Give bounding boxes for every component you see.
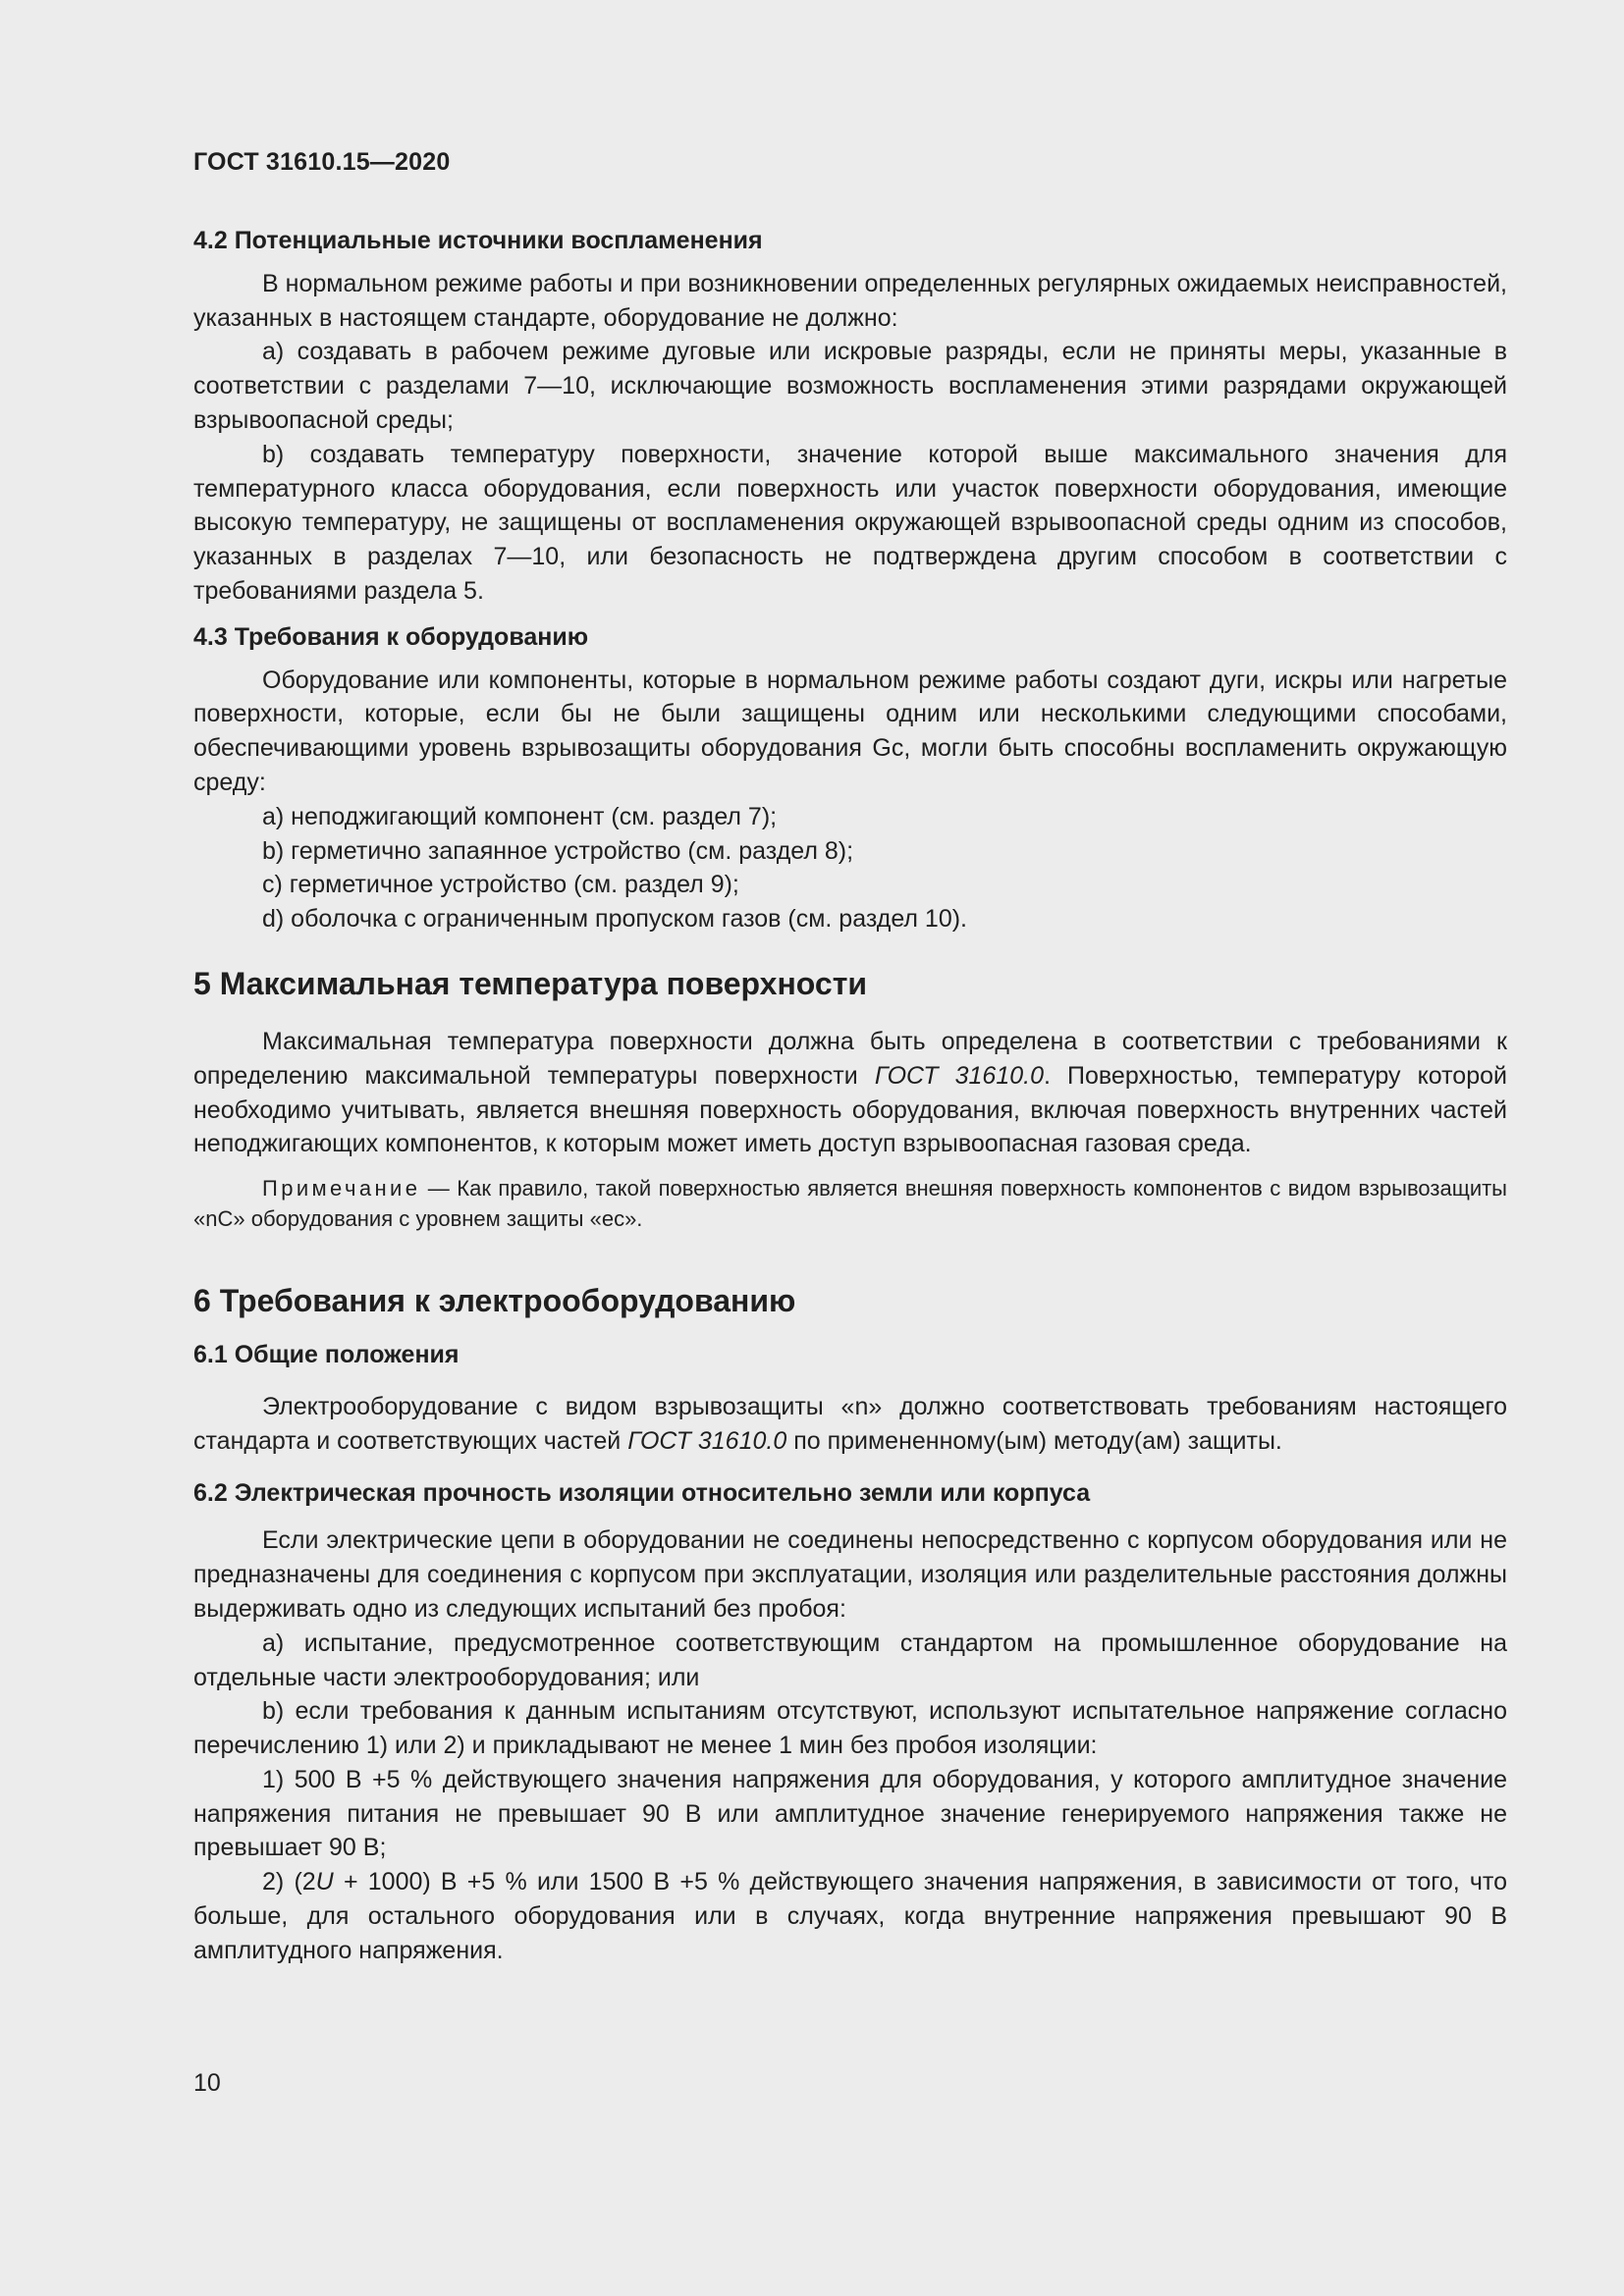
- section-5-note: [193, 1173, 1507, 1234]
- section-6-2-item-1: 1) 500 В +5 % действующего значения напряжения для оборудования, у которого амплитудное значение напряжения питания не превышает 90 В или амплитудное значение генерируемого напряжения также не превышает 90 В;: [193, 1765, 1507, 1862]
- section-5-body-part2: . Поверхностью, температуру которой необходимо учитывать, является внешняя поверхность оборудования, включая поверхность внутренних частей неподжигающих компонентов, к которым может иметь доступ взрывоопасная газовая среда.: [193, 1061, 1507, 1158]
- section-6-1-title: 6.1 Общие положения: [193, 1341, 460, 1369]
- section-4-3-item-b: b) герметично запаянное устройство (см. раздел 8);: [262, 836, 854, 865]
- section-6-1-body-reference: ГОСТ 31610.0: [627, 1426, 787, 1455]
- page-number: 10: [193, 2069, 221, 2097]
- section-4-3-item-d: d) оболочка с ограниченным пропуском газов (см. раздел 10).: [262, 905, 968, 934]
- section-6-1-body: [193, 1390, 1507, 1459]
- section-6-1-body-part1: Электрооборудование с видом взрывозащиты «n» должно соответствовать требованиям настоящего стандарта и соответствующих частей: [193, 1392, 1507, 1455]
- section-4-3-intro: Оборудование или компоненты, которые в нормальном режиме работы создают дуги, искры или нагретые поверхности, которые, если бы не были защищены одним или несколькими следующими способами, обеспечивающими уровень взрывозащиты оборудования Gc, могли быть способны воспламенить окружающую среду:: [193, 666, 1507, 796]
- section-5-body-reference: ГОСТ 31610.0: [874, 1061, 1044, 1090]
- section-6-2-item-a: a) испытание, предусмотренное соответствующим стандартом на промышленное оборудование на отдельные части электрооборудования; или: [193, 1629, 1507, 1691]
- section-5-title: 5 Максимальная температура поверхности: [193, 965, 868, 1001]
- section-4-2-item-a: a) создавать в рабочем режиме дуговые или искровые разряды, если не приняты меры, указанные в соответствии с разделами 7—10, исключающие возможность воспламенения этими разрядами окружающей взрывоопасной среды;: [193, 338, 1507, 434]
- note-text: — Как правило, такой поверхностью является внешняя поверхность компонентов с видом взрывозащиты «nC» оборудования с уровнем защиты «ec».: [193, 1176, 1507, 1232]
- section-6-title: 6 Требования к электрооборудованию: [193, 1283, 796, 1319]
- section-6-2-item-b: b) если требования к данным испытаниям отсутствуют, используют испытательное напряжение согласно перечислению 1) или 2) и прикладывают не менее 1 мин без пробоя изоляции:: [193, 1697, 1507, 1760]
- page-content: [193, 224, 1507, 1968]
- section-5-body: [193, 1025, 1507, 1161]
- section-4-2-intro: В нормальном режиме работы и при возникновении определенных регулярных ожидаемых неисправностей, указанных в настоящем стандарте, оборудование не должно:: [193, 269, 1507, 332]
- section-4-2-item-b: b) создавать температуру поверхности, значение которой выше максимального значения для температурного класса оборудования, если поверхность или участок поверхности оборудования, имеющие высокую температуру, не защищены от воспламенения окружающей взрывоопасной среды одним из способов, указанных в разделах 7—10, или безопасность не подтверждена другим способом в соответствии с требованиями раздела 5.: [193, 440, 1507, 605]
- section-5-body-part1: Максимальная температура поверхности должна быть определена в соответствии с требованиями к определению максимальной температуры поверхности: [193, 1027, 1507, 1090]
- section-4-2-title: 4.2 Потенциальные источники воспламенения: [193, 227, 763, 254]
- note-label: Примечание: [262, 1176, 421, 1201]
- standard-header: ГОСТ 31610.15—2020: [193, 148, 451, 176]
- section-6-2-item-2: [193, 1865, 1507, 1967]
- item-2-prefix: 2) (2: [262, 1868, 316, 1896]
- section-4-3-item-c: c) герметичное устройство (см. раздел 9);: [262, 871, 739, 899]
- section-4-3-title: 4.3 Требования к оборудованию: [193, 622, 589, 651]
- section-6-2-intro: Если электрические цепи в оборудовании не соединены непосредственно с корпусом оборудования или не предназначены для соединения с корпусом при эксплуатации, изоляция или разделительные расстояния должны выдерживать одно из следующих испытаний без пробоя:: [193, 1526, 1507, 1623]
- section-6-2-title: 6.2 Электрическая прочность изоляции относительно земли или корпуса: [193, 1478, 1091, 1507]
- section-4-3-item-a: a) неподжигающий компонент (см. раздел 7);: [262, 802, 778, 830]
- item-2-text: + 1000) В +5 % или 1500 В +5 % действующего значения напряжения, в зависимости от того, что больше, для остального оборудования или в случаях, когда внутренние напряжения превышают 90 В амплитудного напряжения.: [193, 1868, 1507, 1964]
- section-6-1-body-part2: по примененному(ым) методу(ам) защиты.: [786, 1426, 1282, 1455]
- item-2-variable-u: U: [315, 1868, 334, 1896]
